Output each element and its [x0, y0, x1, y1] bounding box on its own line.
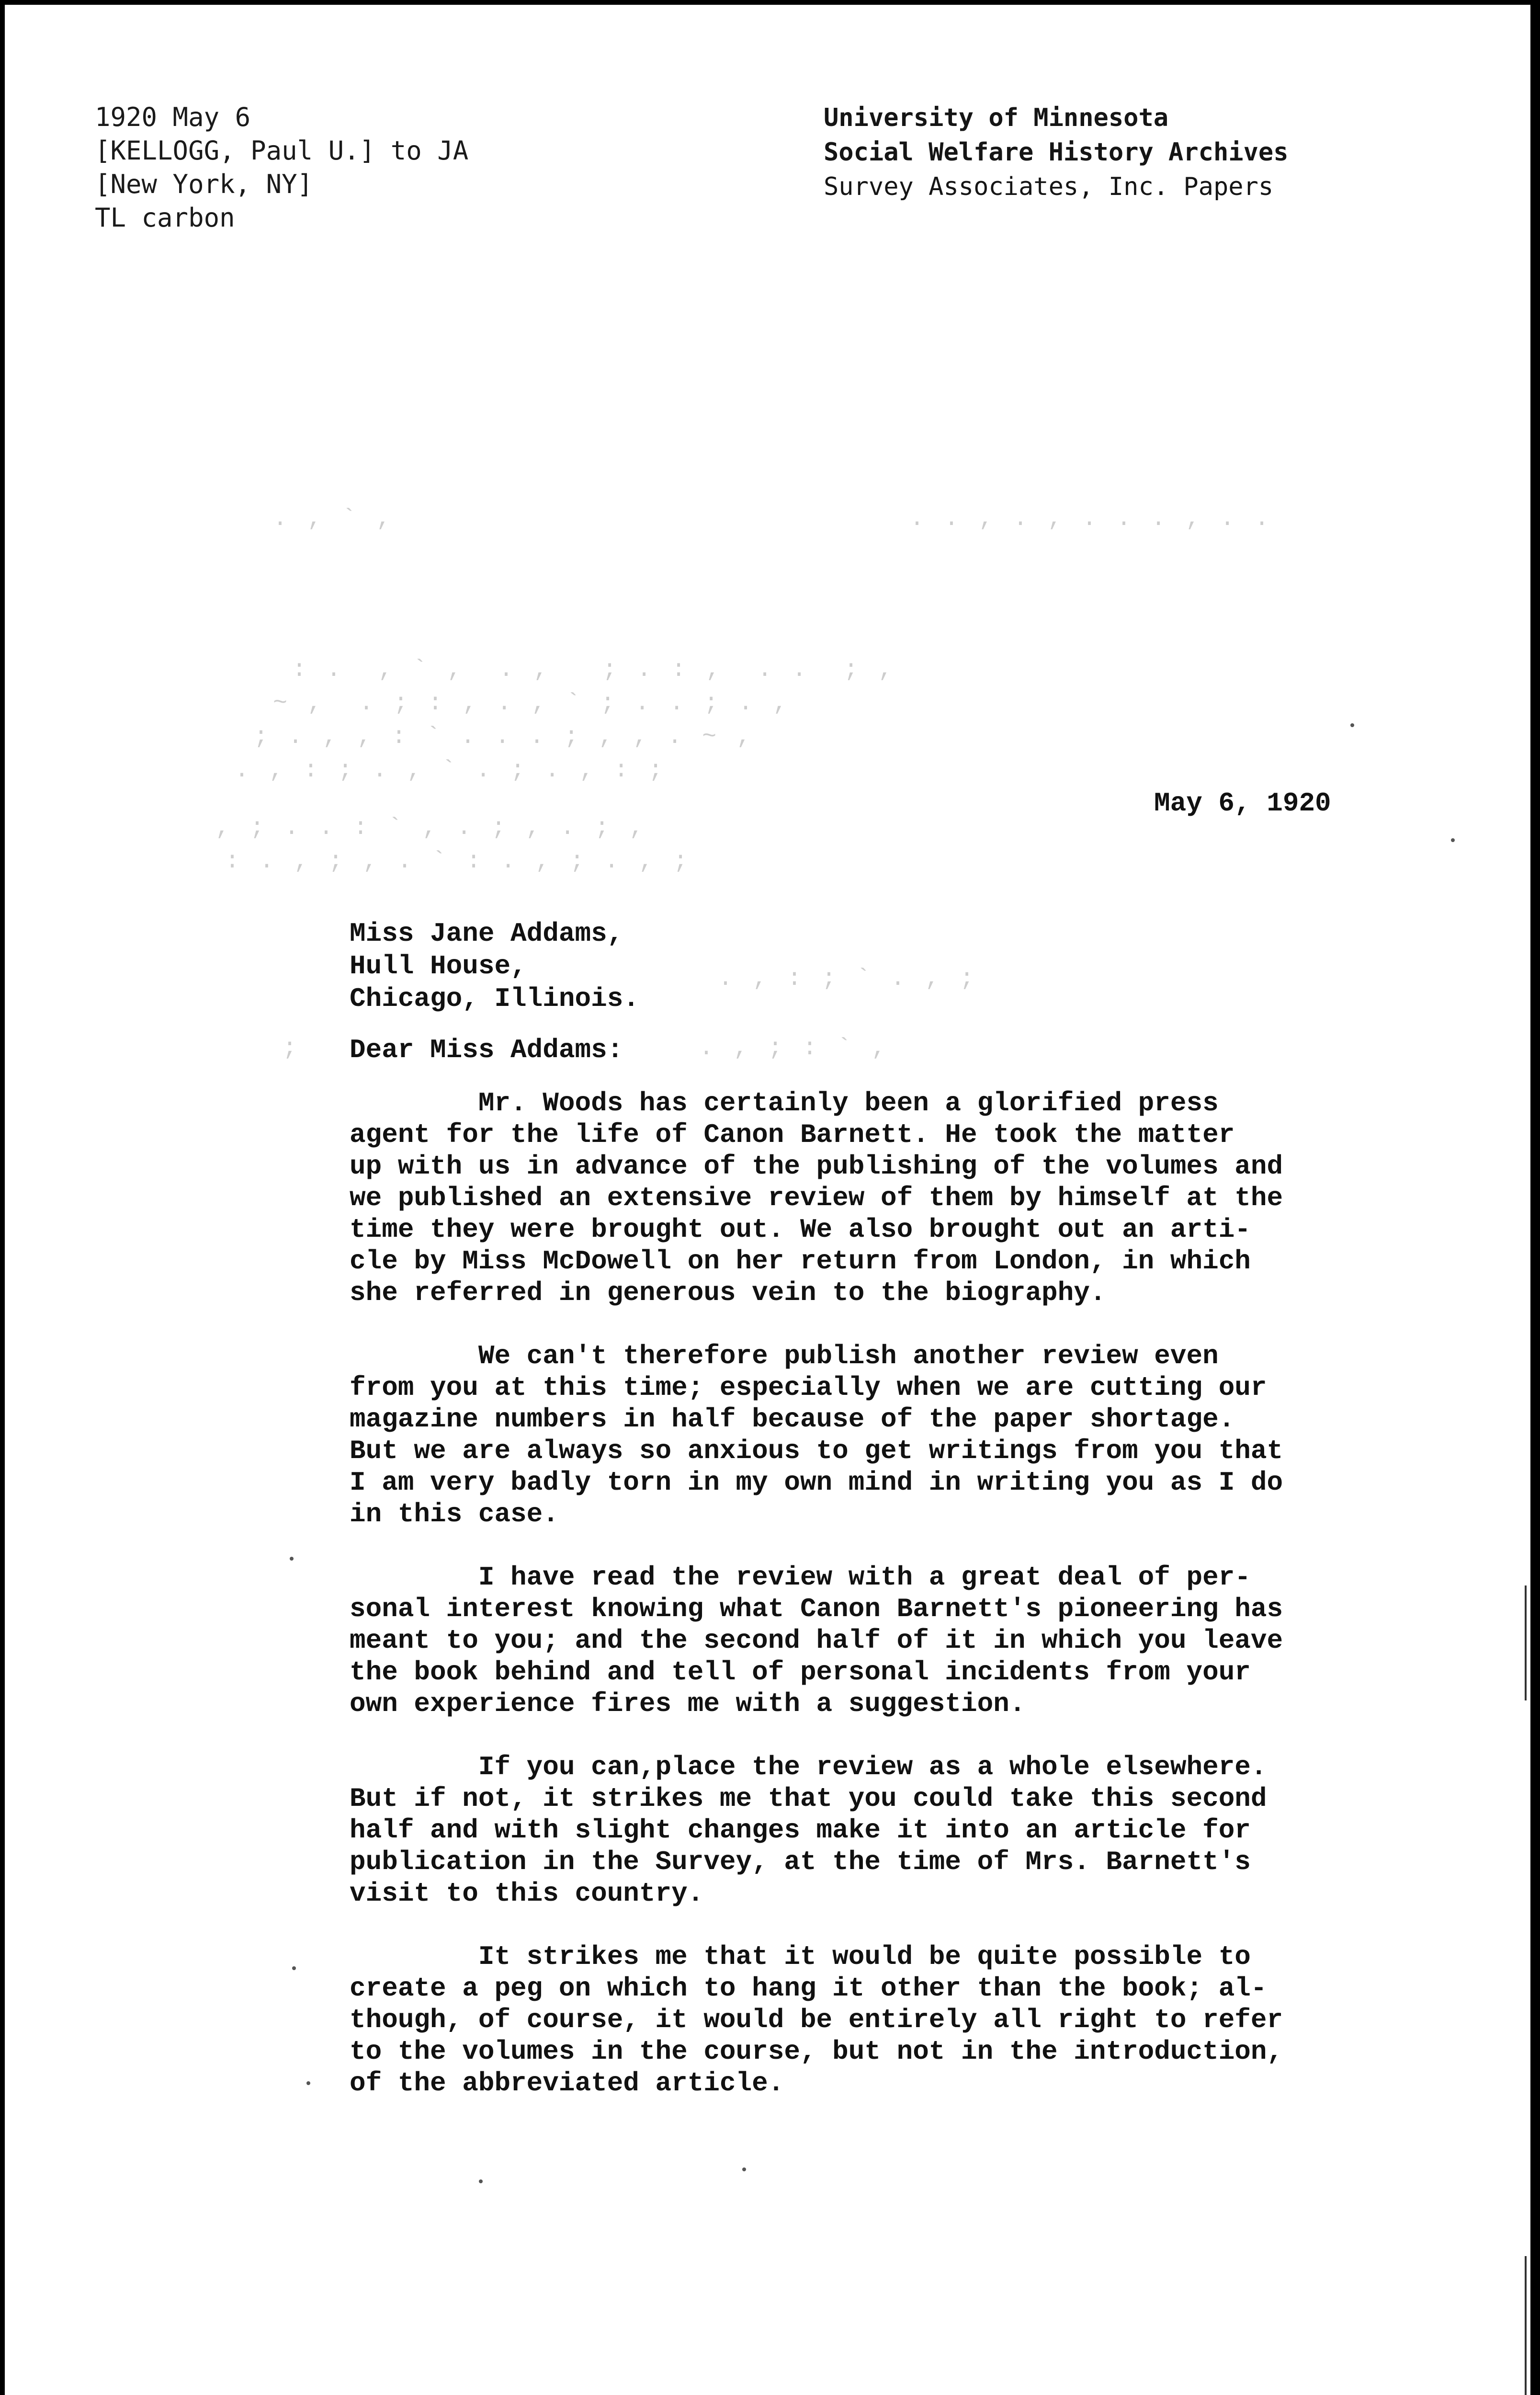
recipient-address [350, 917, 639, 1015]
body-paragraph: Mr. Woods has certainly been a glorified press agent for the life of Canon Barnett. He took the matter up with us in advance of the publishing of the volumes and we published an extensive review of them by himself at the time they were brought out. We also brought out an arti- cle by Miss McDowell on her return from London, in which she referred in generous vein to the biography. [350, 1088, 1283, 1308]
scan-speck [742, 2167, 746, 2171]
repository-stamp [824, 101, 1289, 204]
recipient-city: Chicago, Illinois. [350, 983, 639, 1014]
scan-speck [306, 2081, 310, 2085]
scan-speck [1350, 723, 1354, 727]
scan-speck [1451, 838, 1455, 842]
body-paragraph: We can't therefore publish another review even from you at this time; especially when we are cutting our magazine numbers in half because of the paper shortage. But we are always so anxious to get writings from you that I am very badly torn in my own mind in writing you as I do in this case. [350, 1341, 1283, 1529]
scan-speck [290, 1557, 294, 1561]
recipient-street: Hull House, [350, 951, 527, 981]
bleed-through-mark: ~ , . ; : , . , ` ; . . ; . , [273, 690, 791, 717]
bleed-through-mark: ; [283, 1035, 300, 1062]
repository-institution: University of Minnesota [824, 103, 1169, 132]
recipient-name: Miss Jane Addams, [350, 918, 623, 949]
citation-date: 1920 May 6 [95, 102, 251, 132]
bleed-through-mark: : . , ; , . ` : . , ; . , ; [225, 848, 691, 875]
bleed-through-mark: : . , ` , . , ; . : , . . ; , [292, 656, 896, 684]
bleed-through-mark: . , : ; . , ` . ; . , : ; [235, 757, 666, 784]
body-paragraph: I have read the review with a great deal of per- sonal interest knowing what Canon Barnett's pioneering has meant to you; and the second half of it in which you leave the book behind and tell of personal incidents from your own experience fires me with a suggestion. [350, 1562, 1283, 1719]
letter-date: May 6, 1920 [1154, 788, 1331, 819]
body-paragraph: If you can,place the review as a whole elsewhere. But if not, it strikes me that you could take this second half and with slight changes make it into an article for publication in the Survey, at the time of Mrs. Barnett's visit to this country. [350, 1752, 1267, 1909]
repository-archive: Social Welfare History Archives [824, 138, 1289, 167]
page-edge-mark [1525, 1585, 1527, 1700]
body-paragraph: It strikes me that it would be quite possible to create a peg on which to hang it other than the book; al- though, of course, it would be entirely all right to refer to the volumes in the course, but not in the introduction, of the abbreviated article. [350, 1941, 1283, 2098]
bleed-through-mark: . , ` , [273, 505, 394, 533]
bleed-through-mark: . . , . , . . . , . . [910, 505, 1272, 533]
page-edge-mark [1525, 2256, 1527, 2395]
letter-body [350, 1087, 1422, 2131]
scan-speck [479, 2179, 483, 2183]
bleed-through-mark: ; . , , : ` . . . ; , , . ~ , [254, 723, 754, 751]
salutation: Dear Miss Addams: [350, 1035, 623, 1065]
bleed-through-mark: . , : ; ` . , ; [718, 965, 977, 992]
citation-correspondents: [KELLOGG, Paul U.] to JA [95, 136, 469, 166]
citation-place: [New York, NY] [95, 169, 313, 199]
bleed-through-mark: . , ; : ` , [699, 1035, 889, 1062]
scan-speck [292, 1966, 296, 1970]
document-page [5, 5, 1530, 2395]
archive-citation [95, 101, 468, 235]
repository-collection: Survey Associates, Inc. Papers [824, 172, 1274, 201]
citation-format: TL carbon [95, 203, 235, 233]
bleed-through-mark: , ; . . : ` , . ; , . ; , [215, 814, 647, 842]
